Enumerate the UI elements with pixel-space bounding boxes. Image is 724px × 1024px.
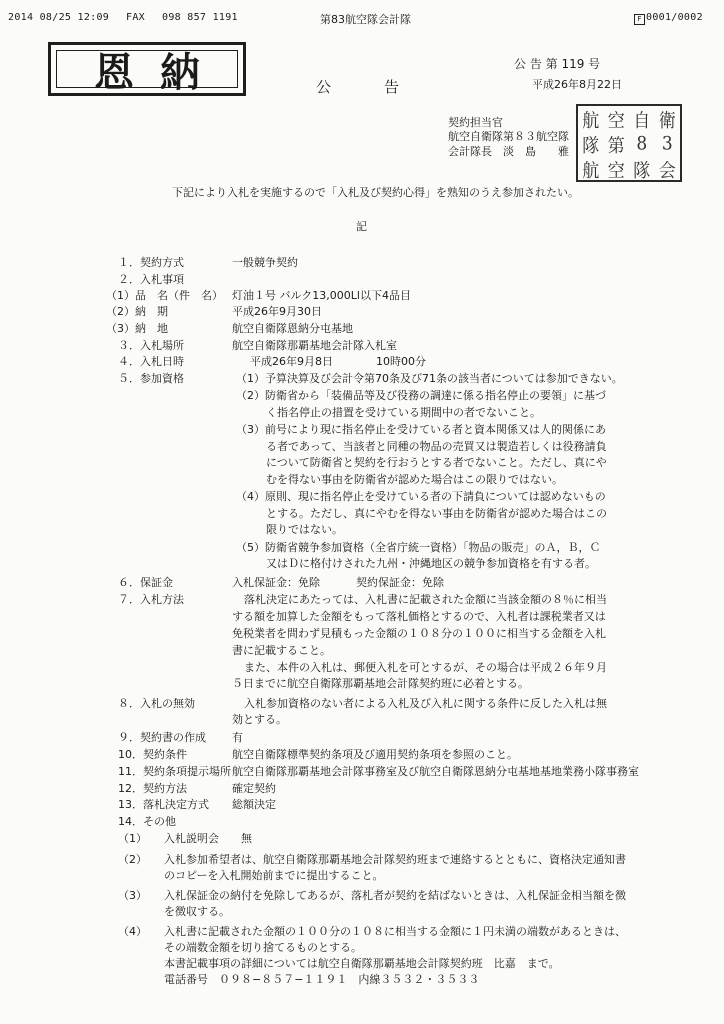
item5-4b: とする。ただし、真にやむを得ない事由を防衛省が認めた場合はこの — [266, 507, 607, 520]
item1-label: １．契約方式 — [118, 256, 184, 269]
item2-2-label: （2）納 期 — [106, 305, 168, 318]
official-seal — [576, 104, 682, 182]
item2-1-value: 灯油１号 バルク13,000Ll以下4品目 — [232, 289, 411, 302]
item3-value: 航空自衛隊那覇基地会計隊入札室 — [232, 339, 397, 352]
item2-label: ２．入札事項 — [118, 273, 184, 286]
item2-2-value: 平成26年9月30日 — [232, 305, 322, 318]
fax-sender: 第83航空隊会計隊 — [320, 13, 411, 26]
seal-glyph: 会 — [658, 160, 676, 183]
item5-1: （1）予算決算及び会計令第70条及び71条の該当者については参加できない。 — [236, 372, 623, 385]
seal-glyph: 自 — [633, 110, 651, 133]
item13-value: 総額決定 — [232, 798, 276, 811]
item7-label: ７．入札方法 — [118, 593, 184, 606]
item14-label: 14．その他 — [118, 815, 176, 828]
seal-glyph: 航 — [582, 110, 600, 133]
other4-text-d: 電話番号 ０９８−８５７−１１９１ 内線３５３２・３５３３ — [164, 973, 480, 986]
item6-value2: 契約保証金：免除 — [356, 576, 444, 589]
other4-text-a: 入札書に記載された金額の１００分の１０８に相当する金額に１円未満の端数があるときは、 — [164, 925, 626, 938]
item11-label: 11．契約条項提示場所 — [118, 765, 231, 778]
item9-value: 有 — [232, 731, 243, 744]
item8-label: ８．入札の無効 — [118, 697, 195, 710]
item4-time: 10時00分 — [376, 355, 426, 368]
fax-label: FAX — [126, 12, 145, 23]
item5-4c: 限りではない。 — [266, 523, 343, 536]
other2-text-b: のコピーを入札開始前までに提出すること。 — [164, 869, 384, 882]
item2-3-value: 航空自衛隊恩納分屯基地 — [232, 322, 353, 335]
item7-c: 免税業者を問わず見積もった金額の１０８分の１００に相当する金額を入札 — [232, 627, 606, 640]
item3-label: ３．入札場所 — [118, 339, 184, 352]
intro-text: 下記により入札を実施するので「入札及び契約心得」を熟知のうえ参加されたい。 — [172, 186, 579, 199]
issuer-line1: 契約担当官 — [448, 116, 503, 129]
item9-label: ９．契約書の作成 — [118, 731, 206, 744]
item7-b: する額を加算した金額をもって落札価格とするので、入札者は課税業者又は — [232, 610, 606, 623]
seal-glyph: 第 — [607, 135, 625, 158]
item10-value: 航空自衛隊標準契約条項及び適用契約条項を参照のこと。 — [232, 748, 518, 761]
fax-number: 098 857 1191 — [162, 12, 238, 23]
item12-value: 確定契約 — [232, 782, 276, 795]
fax-page-icon: F — [634, 14, 645, 25]
item13-label: 13．落札決定方式 — [118, 798, 209, 811]
item5-3a: （3）前号により現に指名停止を受けている者と資本関係又は人的関係にあ — [236, 423, 606, 436]
item8-a: 入札参加資格のない者による入札及び入札に関する条件に反した入札は無 — [244, 697, 607, 710]
other3-num: （3） — [118, 889, 147, 902]
item5-3d: むを得ない事由を防衛省が認めた場合はこの限りではない。 — [266, 473, 563, 486]
notice-date: 平成26年8月22日 — [532, 78, 622, 91]
issuer-line2: 航空自衛隊第８３航空隊 — [448, 130, 569, 143]
notice-title: 公 告 — [316, 78, 402, 96]
item5-5a: （5）防衛省競争参加資格（全省庁統一資格）「物品の販売」のＡ，Ｂ，Ｃ — [236, 541, 601, 554]
seal-glyph: 3 — [661, 132, 673, 155]
seal-glyph: 8 — [636, 132, 648, 155]
item4-date: 平成26年9月8日 — [250, 355, 333, 368]
fax-datetime: 2014 08/25 12:09 — [8, 12, 110, 23]
seal-glyph: 衛 — [658, 110, 676, 133]
item6-value1: 入札保証金：免除 — [232, 576, 320, 589]
fax-page-number: 0001/0002 — [646, 12, 703, 23]
item12-label: 12．契約方法 — [118, 782, 187, 795]
ki-heading: 記 — [356, 220, 367, 233]
item10-label: 10．契約条件 — [118, 748, 187, 761]
item7-d: 書に記載すること。 — [232, 644, 331, 657]
seal-glyph: 隊 — [633, 160, 651, 183]
issuer-line3: 会計隊長 淡 島 雅 — [448, 145, 569, 158]
other2-num: （2） — [118, 853, 147, 866]
item5-4a: （4）原則、現に指名停止を受けている者の下請負については認めないもの — [236, 490, 606, 503]
other2-text-a: 入札参加希望者は、航空自衛隊那覇基地会計隊契約班まで連絡するとともに、資格決定通知書 — [164, 853, 626, 866]
item5-3b: る者であって、当該者と同種の物品の売買又は製造若しくは役務請負 — [266, 440, 607, 453]
item11-value: 航空自衛隊那覇基地会計隊事務室及び航空自衛隊恩納分屯基地基地業務小隊事務室 — [232, 765, 639, 778]
onna-stamp-text: 恩納 — [56, 50, 238, 88]
other1-num: （1） — [118, 832, 147, 845]
seal-glyph: 隊 — [582, 135, 600, 158]
other3-text-a: 入札保証金の納付を免除してあるが、落札者が契約を結ばないときは、入札保証金相当額を徴 — [164, 889, 626, 902]
item5-label: ５．参加資格 — [118, 372, 184, 385]
other4-text-c: 本書記載事項の詳細については航空自衛隊那覇基地会計隊契約班 比嘉 まで。 — [164, 957, 560, 970]
other4-text-b: その端数金額を切り捨てるものとする。 — [164, 941, 362, 954]
fax-page — [634, 12, 703, 25]
item7-e: また、本件の入札は、郵便入札を可とするが、その場合は平成２６年９月 — [244, 661, 607, 674]
item5-3c: について防衛省と契約を行おうとする者でないこと。ただし、真にや — [266, 456, 607, 469]
other4-num: （4） — [118, 925, 147, 938]
onna-stamp — [48, 42, 246, 96]
other1-text: 入札説明会 無 — [164, 832, 252, 845]
seal-glyph: 航 — [582, 160, 600, 183]
item2-3-label: （3）納 地 — [106, 322, 168, 335]
item2-1-label: （1）品 名（件 名） — [106, 289, 223, 302]
item8-b: 効とする。 — [232, 713, 287, 726]
seal-glyph: 空 — [607, 110, 625, 133]
seal-glyph: 空 — [607, 160, 625, 183]
item1-value: 一般競争契約 — [232, 256, 298, 269]
item5-2b: く指名停止の措置を受けている期間中の者でないこと。 — [266, 406, 541, 419]
item6-label: ６．保証金 — [118, 576, 173, 589]
item7-f: ５日までに航空自衛隊那覇基地会計隊契約班に必着とする。 — [232, 677, 529, 690]
item4-label: ４．入札日時 — [118, 355, 184, 368]
notice-number: 公 告 第 119 号 — [514, 57, 601, 71]
item5-2a: （2）防衛省から「装備品等及び役務の調達に係る指名停止の要領」に基づ — [236, 389, 606, 402]
item5-5b: 又はＤに格付けされた九州・沖縄地区の競争参加資格を有する者。 — [266, 557, 596, 570]
other3-text-b: を徴収する。 — [164, 905, 230, 918]
item7-a: 落札決定にあたっては、入札書に記載された金額に当該金額の８％に相当 — [244, 593, 607, 606]
